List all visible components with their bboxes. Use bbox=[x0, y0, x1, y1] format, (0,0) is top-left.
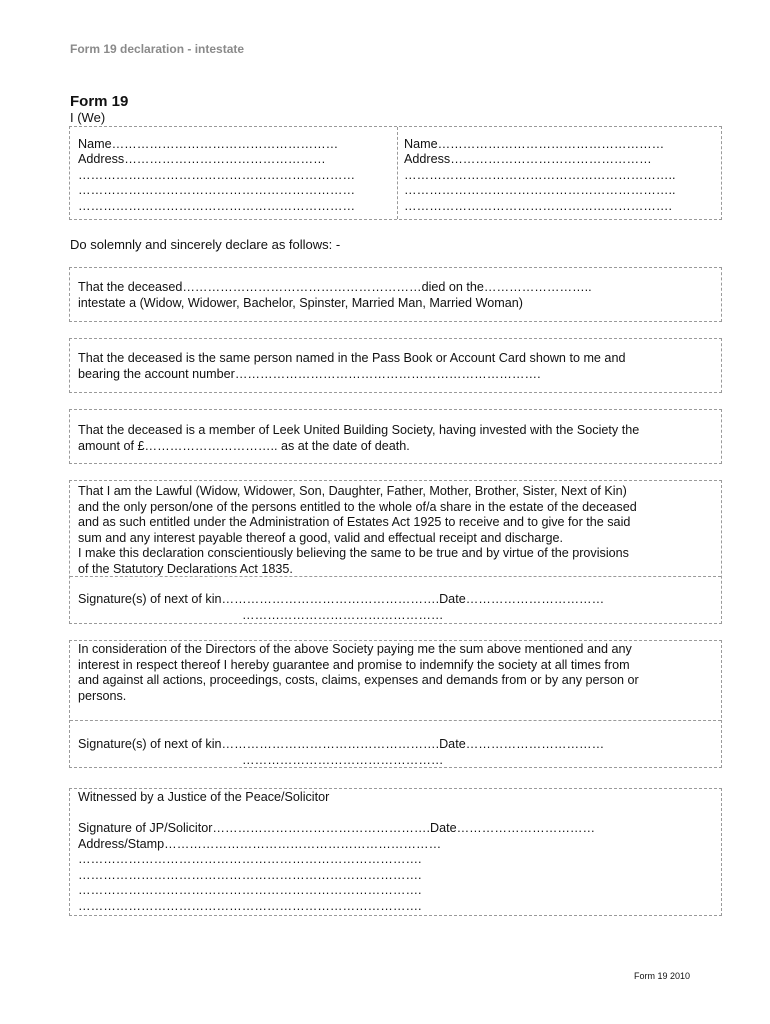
member-line: That the deceased is a member of Leek United Building Society, having invested with the Society the bbox=[78, 423, 640, 437]
party2-address-line[interactable]: ………………………………………………………. bbox=[404, 199, 672, 213]
jp-address-line[interactable]: ………………………………………………………………………. bbox=[78, 867, 422, 882]
marital-status-line: intestate a (Widow, Widower, Bachelor, Spinster, Married Man, Married Woman) bbox=[78, 296, 523, 310]
party2-address-line[interactable]: ……………………………………………………….. bbox=[404, 183, 676, 197]
parties-box bbox=[69, 126, 722, 220]
lawful-divider bbox=[70, 576, 721, 577]
jp-signature-field[interactable]: Signature of JP/Solicitor…………………………………………….Date…………………………… bbox=[78, 821, 596, 835]
lawful-text: I make this declaration conscientiously believing the same to be true and by virtue of the provisions bbox=[78, 546, 629, 560]
deceased-line[interactable]: That the deceased…………………………………………………died on the…………………….. bbox=[78, 280, 592, 294]
consideration-text: interest in respect thereof I hereby guarantee and promise to indemnify the society at all times from bbox=[78, 657, 630, 672]
member-section bbox=[69, 409, 722, 464]
lawful-text: and as such entitled under the Administration of Estates Act 1925 to receive and to give for the said bbox=[78, 515, 631, 529]
witness-heading: Witnessed by a Justice of the Peace/Solicitor bbox=[78, 790, 330, 804]
passbook-line: That the deceased is the same person named in the Pass Book or Account Card shown to me and bbox=[78, 351, 626, 365]
jp-address-line[interactable]: ………………………………………………………………………. bbox=[78, 898, 422, 913]
declaration-intro: Do solemnly and sincerely declare as follows: - bbox=[70, 237, 341, 252]
consideration-signature-line2[interactable]: ………………………………………… bbox=[242, 753, 444, 767]
party1-address-line[interactable]: ………………………………………………………… bbox=[78, 183, 356, 197]
lawful-signature-line2[interactable]: ………………………………………… bbox=[242, 608, 444, 622]
party1-address-line[interactable]: ………………………………………………………… bbox=[78, 168, 356, 182]
witness-section bbox=[69, 788, 722, 916]
lawful-text: sum and any interest payable thereof a good, valid and effectual receipt and discharge. bbox=[78, 530, 563, 545]
lawful-signature-field[interactable]: Signature(s) of next of kin…………………………………………….Date…………………………… bbox=[78, 592, 605, 606]
consideration-section bbox=[69, 640, 722, 768]
party1-address-field[interactable]: Address………………………………………… bbox=[78, 152, 326, 166]
lawful-section bbox=[69, 480, 722, 624]
party2-address-field[interactable]: Address………………………………………… bbox=[404, 152, 652, 166]
lawful-text: of the Statutory Declarations Act 1835. bbox=[78, 561, 293, 576]
jp-address-line[interactable]: ………………………………………………………………………. bbox=[78, 883, 422, 897]
party1-name-field[interactable]: Name……………………………………………… bbox=[78, 137, 339, 151]
parties-divider bbox=[397, 127, 398, 219]
consideration-text: persons. bbox=[78, 688, 127, 703]
form-title: Form 19 bbox=[70, 93, 129, 110]
amount-field[interactable]: amount of £………………………….. as at the date of death. bbox=[78, 439, 410, 453]
passbook-section bbox=[69, 338, 722, 393]
consideration-signature-field[interactable]: Signature(s) of next of kin…………………………………………….Date…………………………… bbox=[78, 737, 605, 751]
form-intro: I (We) bbox=[70, 110, 106, 125]
lawful-text: and the only person/one of the persons entitled to the whole of/a share in the estate of the deceased bbox=[78, 499, 637, 514]
party1-address-line[interactable]: ………………………………………………………… bbox=[78, 199, 356, 213]
deceased-section bbox=[69, 267, 722, 322]
account-number-field[interactable]: bearing the account number………………………………………………………………. bbox=[78, 367, 541, 381]
party2-address-line[interactable]: ……………………………………………………….. bbox=[404, 168, 676, 182]
party2-name-field[interactable]: Name……………………………………………… bbox=[404, 137, 665, 151]
page-footer: Form 19 2010 bbox=[634, 971, 691, 981]
consideration-divider bbox=[70, 720, 721, 721]
jp-address-line[interactable]: ………………………………………………………………………. bbox=[78, 852, 422, 866]
lawful-text: That I am the Lawful (Widow, Widower, Son, Daughter, Father, Mother, Brother, Sister, Next of Kin) bbox=[78, 484, 627, 498]
consideration-text: In consideration of the Directors of the above Society paying me the sum above mentioned and any bbox=[78, 642, 632, 656]
page-header: Form 19 declaration - intestate bbox=[70, 42, 245, 56]
jp-address-field[interactable]: Address/Stamp………………………………………………………… bbox=[78, 836, 442, 851]
consideration-text: and against all actions, proceedings, costs, claims, expenses and demands from or by any person or bbox=[78, 673, 639, 687]
